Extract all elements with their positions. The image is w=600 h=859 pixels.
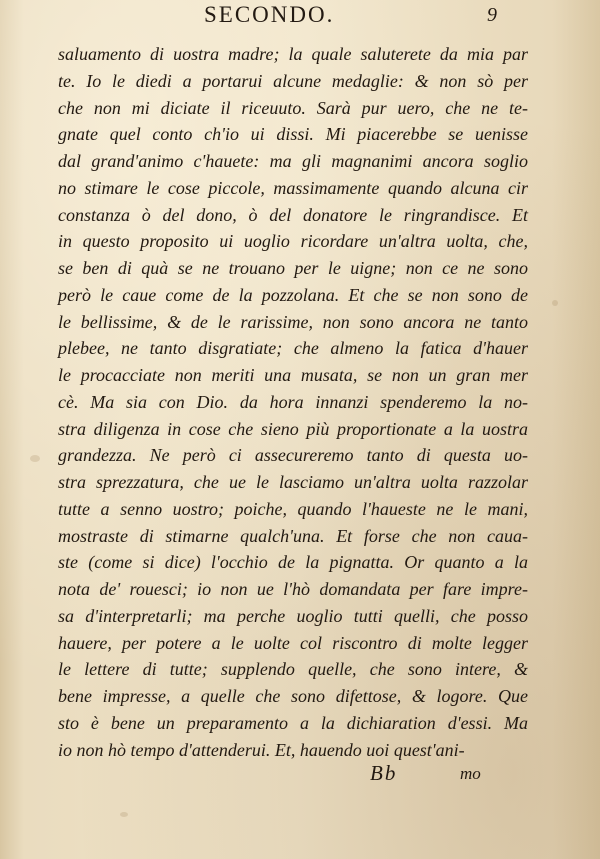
text-line: bene impresse, a quelle che sono difettose, & logore. Que: [58, 686, 528, 706]
running-head: SECONDO.: [204, 2, 335, 27]
text-line: se ben di quà se ne trouano per le uigne; non ce ne sono: [58, 258, 528, 278]
paper-stain: [120, 812, 128, 817]
text-line: le procacciate non meriti una musata, se non un gran mer: [58, 365, 528, 385]
text-line: sa d'interpretarli; ma perche uoglio tutti quelli, che posso: [58, 605, 528, 626]
text-line: stra sprezzatura, che ue le lasciamo un'altra uolta razzolar: [58, 472, 528, 492]
text-line: dal grand'animo c'hauete: ma gli magnanimi ancora soglio: [58, 151, 528, 171]
text-line: cè. Ma sia con Dio. da hora innanzi spenderemo la no-: [58, 391, 528, 412]
text-line: ste (come si dice) l'occhio de la pignatta. Or quanto a la: [58, 552, 528, 573]
body-text: [58, 41, 528, 763]
text-line: grandezza. Ne però ci assecureremo tanto di questa uo-: [58, 445, 528, 466]
text-line: no stimare le cose piccole, massimamente quando alcuna cir: [58, 177, 528, 198]
text-line: te. Io le diedi a portarui alcune medaglie: & non sò per: [58, 70, 528, 91]
text-line: tutte a senno uostro; poiche, quando l'haueste ne le mani,: [58, 498, 528, 519]
text-line: che non mi diciate il riceuuto. Sarà pur uero, che ne te-: [58, 97, 528, 118]
text-line: nota de' rouesci; io non ue l'hò domandata per fare impre-: [58, 579, 528, 599]
text-line: io non hò tempo d'attenderui. Et, hauendo uoi quest'ani-: [58, 739, 465, 760]
text-line: plebee, ne tanto disgratiate; che almeno la fatica d'hauer: [58, 338, 528, 359]
text-line: constanza ò del dono, ò del donatore le ringrandisce. Et: [58, 204, 528, 225]
paper-stain: [552, 300, 558, 306]
text-line: hauere, per potere a le uolte col riscontro di molte legger: [58, 632, 528, 653]
text-line: però le caue come de la pozzolana. Et che se non sono de: [58, 284, 528, 305]
catchword: mo: [460, 764, 481, 783]
text-line: mostraste di stimarne qualch'una. Et forse che non caua-: [58, 525, 528, 546]
signature-mark: Bb: [370, 761, 398, 785]
text-line: le lettere di tutte; supplendo quelle, che sono intere, &: [58, 659, 528, 680]
text-line: stra diligenza in cose che sieno più proportionate a la uostra: [58, 418, 528, 439]
text-line: sto è bene un preparamento a la dichiaration d'essi. Ma: [58, 712, 528, 733]
paper-stain: [30, 455, 40, 462]
text-line: saluamento di uostra madre; la quale saluterete da mia par: [58, 44, 528, 64]
text-line: gnate quel conto ch'io ui dissi. Mi piacerebbe se uenisse: [58, 124, 528, 145]
text-line: le bellissime, & de le rarissime, non sono ancora ne tanto: [58, 311, 528, 332]
page-number: 9: [487, 4, 497, 26]
text-line: in questo proposito ui uoglio ricordare un'altra uolta, che,: [58, 231, 528, 252]
